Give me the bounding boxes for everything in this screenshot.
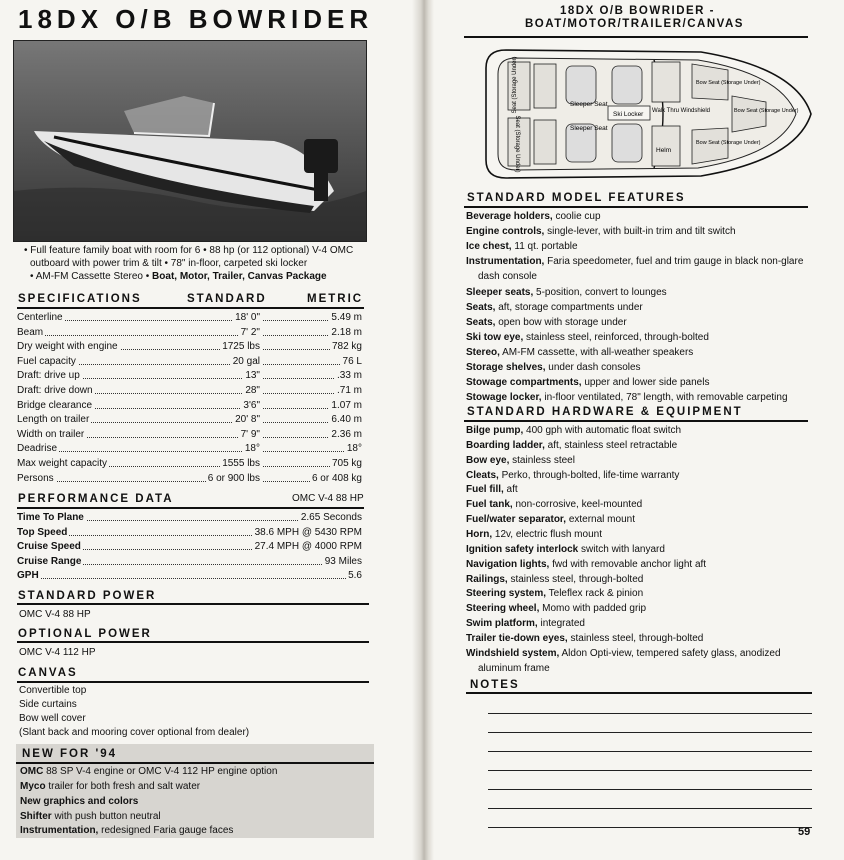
performance-label: Cruise Speed: [17, 541, 81, 553]
new-item-text: redesigned Faria gauge faces: [98, 825, 234, 836]
boat-photo: [13, 40, 367, 242]
performance-value: 93 Miles: [324, 555, 362, 567]
hardware-item: [466, 454, 836, 469]
performance-row: [17, 526, 362, 540]
spec-row: [17, 340, 362, 354]
spec-label: Beam: [17, 326, 44, 338]
leader-dots: [17, 335, 362, 336]
sleeper-seat-label-1: Sleeper Seat: [570, 101, 608, 108]
feature-name: Ski tow eye,: [466, 331, 524, 343]
hardware-item: [466, 617, 836, 632]
boat-layout-svg: [466, 40, 816, 188]
front-seat-bottom: [612, 124, 642, 162]
feature-name: Stereo,: [466, 346, 500, 358]
feature-detail: external mount: [566, 514, 635, 526]
spec-metric: 1.07 m: [331, 399, 362, 411]
spec-row: [17, 428, 362, 442]
spec-standard: 18' 0": [235, 312, 260, 323]
new-for-94-item: [20, 823, 233, 838]
performance-label: Top Speed: [17, 526, 68, 538]
page-number: 59: [798, 826, 811, 838]
feature-detail: Teleflex rack & pinion: [546, 588, 644, 600]
feature-detail: stainless steel, through-bolted: [507, 573, 644, 585]
feature-detail: Faria speedometer, fuel and trim gauge in black non-glare: [544, 256, 804, 268]
notes-rule: [466, 692, 812, 694]
note-line: [488, 713, 812, 714]
new-for-94-item: [20, 809, 161, 824]
feature-name: Navigation lights,: [466, 558, 550, 570]
spec-row: [17, 413, 362, 427]
spec-metric: 18°: [346, 443, 362, 455]
spec-label: Length on trailer: [17, 414, 90, 426]
performance-label: GPH: [17, 570, 39, 582]
performance-value: 5.6: [348, 570, 362, 582]
optional-power-rule: [17, 641, 369, 643]
feature-name: Storage shelves,: [466, 362, 546, 373]
intro-line-3: [16, 270, 366, 283]
spec-label: Dry weight with engine: [17, 341, 118, 353]
feature-detail: AM-FM cassette, with all-weather speakers: [499, 346, 694, 358]
feature-detail: 400 gph with automatic float switch: [523, 425, 682, 436]
feature-name: Engine controls,: [466, 226, 545, 238]
optional-power-heading: OPTIONAL POWER: [18, 628, 152, 640]
standard-feature-item: [466, 240, 836, 255]
spec-row: [17, 355, 362, 369]
spec-standard: 20' 8": [235, 414, 260, 426]
new-item-text: with push button neutral: [51, 811, 161, 822]
hardware-item: [466, 543, 836, 558]
feature-detail: single-lever, with built-in trim and tilt switch: [544, 226, 736, 238]
hardware-heading: STANDARD HARDWARE & EQUIPMENT: [467, 406, 743, 418]
spec-row: [17, 369, 362, 383]
feature-detail: stainless steel: [509, 454, 575, 466]
bow-seat-label-a: Bow Seat (Storage Under): [696, 80, 761, 86]
hardware-item: [466, 558, 836, 573]
hardware-item: [466, 528, 836, 543]
spec-metric: 6.40 m: [331, 414, 362, 426]
performance-engine: OMC V-4 88 HP: [292, 493, 364, 504]
console-top: [652, 62, 680, 102]
spec-standard: 6 or 900 lbs: [207, 472, 260, 484]
intro-line-3-bold: Boat, Motor, Trailer, Canvas Package: [152, 271, 327, 282]
feature-name: Seats,: [466, 316, 496, 328]
bow-seat-label-c: Bow Seat (Storage Under): [696, 140, 761, 146]
feature-name: Beverage holders,: [466, 211, 553, 222]
seat-label-2: Seat (Storage Under): [514, 115, 520, 173]
spec-metric: 705 kg: [331, 458, 362, 469]
spec-label: Centerline: [17, 312, 63, 323]
spec-standard: 20 gal: [232, 355, 260, 367]
intro-line-1: • Full feature family boat with room for 6 • 88 hp (or 112 optional) V-4 OMC: [24, 245, 354, 256]
standard-feature-item: [466, 331, 836, 346]
bow-seat-label-b: Bow Seat (Storage Under): [734, 108, 799, 114]
spec-standard: 1725 lbs: [222, 341, 260, 353]
spec-metric: .71 m: [336, 385, 362, 396]
seat-label-1: Seat (Storage Under): [512, 56, 518, 114]
page-title: 18DX O/B BOWRIDER: [18, 4, 374, 34]
notes-heading: NOTES: [470, 679, 520, 691]
note-line: [488, 789, 812, 790]
standard-feature-item: [478, 270, 844, 285]
hardware-item: [466, 498, 836, 513]
boat-layout-diagram: [466, 40, 816, 188]
standard-feature-item: [466, 346, 836, 361]
standard-feature-item: [466, 301, 836, 316]
new-item-text: trailer for both fresh and salt water: [45, 781, 201, 792]
right-heading-line-1: 18DX O/B BOWRIDER -: [560, 5, 716, 17]
new-item-bold: Instrumentation,: [20, 825, 99, 836]
feature-name: Bilge pump,: [466, 425, 524, 436]
specifications-rule: [17, 307, 364, 309]
spec-row: [17, 326, 362, 340]
performance-row: [17, 540, 362, 554]
feature-detail: Perko, through-bolted, life-time warranty: [498, 469, 680, 481]
feature-name: Steering system,: [466, 588, 547, 600]
aft-seat-2-bottom: [534, 120, 556, 164]
ski-locker-label: Ski Locker: [613, 111, 644, 118]
optional-power-value: OMC V-4 112 HP: [19, 647, 96, 658]
feature-name: Bow eye,: [466, 454, 510, 466]
leader-dots: [17, 320, 362, 321]
performance-rule: [17, 507, 364, 509]
standard-features-heading: STANDARD MODEL FEATURES: [467, 192, 686, 204]
feature-detail: fwd with removable anchor light aft: [549, 558, 707, 570]
hardware-item: [466, 424, 836, 439]
performance-label: Cruise Range: [17, 555, 82, 567]
spec-row: [17, 442, 362, 456]
spec-standard: 13": [245, 370, 260, 382]
feature-detail: in-floor ventilated, 78" length, with removable carpeting: [541, 392, 788, 404]
spec-standard: 1555 lbs: [222, 458, 260, 469]
spec-metric: 2.36 m: [331, 428, 362, 440]
spec-metric: 6 or 408 kg: [311, 472, 362, 484]
spec-standard: 28": [245, 385, 260, 396]
feature-name: Swim platform,: [466, 618, 538, 630]
new-item-text: 88 SP V-4 engine or OMC V-4 112 HP engine option: [43, 766, 278, 777]
standard-heading: STANDARD: [187, 293, 267, 305]
standard-feature-item: [466, 391, 836, 406]
spec-label: Draft: drive up: [17, 370, 80, 382]
new-item-bold: Myco: [20, 781, 46, 792]
spec-row: [17, 399, 362, 413]
feature-name: Instrumentation,: [466, 256, 545, 268]
performance-label: Time To Plane: [17, 512, 84, 523]
page-gutter: [412, 0, 434, 860]
note-line: [488, 770, 812, 771]
standard-feature-item: [466, 376, 836, 391]
spec-label: Max weight capacity: [17, 458, 108, 469]
standard-power-rule: [17, 603, 369, 605]
console-bottom: [652, 126, 680, 166]
feature-name: Fuel/water separator,: [466, 514, 567, 526]
canvas-item: (Slant back and mooring cover optional from dealer): [19, 727, 250, 738]
feature-detail: dash console: [478, 271, 537, 283]
canvas-rule: [17, 681, 369, 683]
feature-name: Steering wheel,: [466, 603, 540, 615]
metric-heading: METRIC: [307, 293, 364, 305]
feature-name: Stowage locker,: [466, 392, 542, 404]
hardware-item: [466, 469, 836, 484]
feature-name: Ignition safety interlock: [466, 543, 579, 555]
spec-row: [17, 457, 362, 471]
spec-standard: 7' 9": [240, 428, 260, 440]
hardware-item: [466, 573, 836, 588]
performance-value: 38.6 MPH @ 5430 RPM: [254, 526, 362, 538]
note-line: [488, 808, 812, 809]
new-item-bold: New graphics and colors: [20, 796, 139, 807]
feature-detail: upper and lower side panels: [581, 377, 710, 389]
hardware-item: [466, 513, 836, 528]
feature-name: Ice chest,: [466, 241, 512, 253]
note-line: [488, 751, 812, 752]
new-for-94-item: [20, 779, 200, 794]
performance-heading: PERFORMANCE DATA: [18, 493, 174, 505]
standard-feature-item: [466, 210, 836, 225]
feature-detail: aft, storage compartments under: [495, 301, 643, 313]
feature-detail: open bow with storage under: [495, 316, 627, 328]
hardware-rule: [464, 420, 808, 422]
bow-seat-front: [732, 96, 766, 132]
spec-label: Draft: drive down: [17, 385, 93, 396]
feature-name: Fuel tank,: [466, 499, 513, 511]
feature-detail: coolie cup: [552, 211, 601, 222]
spec-metric: 782 kg: [331, 341, 362, 353]
spec-metric: 76 L: [342, 355, 362, 367]
sleeper-seat-label-2: Sleeper Seat: [570, 125, 608, 132]
aft-seat-2-top: [534, 64, 556, 108]
feature-name: Railings,: [466, 573, 508, 585]
intro-line-3-plain: • AM-FM Cassette Stereo •: [30, 271, 153, 282]
spec-standard: 18°: [244, 443, 260, 455]
spec-row: [17, 311, 362, 325]
feature-detail: integrated: [537, 618, 585, 630]
feature-detail: non-corrosive, keel-mounted: [512, 499, 643, 511]
new-for-94-heading: NEW FOR '94: [22, 748, 118, 760]
spec-row: [17, 472, 362, 486]
feature-name: Boarding ladder,: [466, 439, 545, 451]
spec-label: Width on trailer: [17, 428, 85, 440]
feature-detail: switch with lanyard: [578, 543, 665, 555]
leader-dots: [17, 578, 362, 579]
feature-detail: aft: [503, 484, 518, 496]
bow-seat-bottom: [692, 128, 728, 164]
feature-detail: Momo with padded grip: [539, 603, 647, 615]
standard-power-value: OMC V-4 88 HP: [19, 609, 91, 620]
hardware-item: [466, 587, 836, 602]
hardware-item: [466, 483, 836, 498]
spec-row: [17, 384, 362, 398]
feature-detail: aft, stainless steel retractable: [544, 439, 678, 451]
feature-name: Sleeper seats,: [466, 286, 534, 298]
feature-detail: under dash consoles: [545, 362, 641, 373]
walk-thru-label: Walk Thru Windshield: [652, 108, 711, 114]
feature-detail: 12v, electric flush mount: [492, 528, 602, 540]
hardware-item: [466, 647, 836, 662]
standard-feature-item: [466, 225, 836, 240]
right-heading-rule: [464, 36, 808, 38]
performance-value: 2.65 Seconds: [300, 512, 362, 523]
canvas-item: Bow well cover: [19, 713, 86, 724]
note-line: [488, 732, 812, 733]
feature-detail: stainless steel, reinforced, through-bolted: [523, 331, 709, 343]
standard-feature-item: [466, 286, 836, 301]
hardware-item: [466, 602, 836, 617]
performance-row: [17, 555, 362, 569]
spec-label: Deadrise: [17, 443, 58, 455]
feature-name: Horn,: [466, 528, 493, 540]
canvas-item: Convertible top: [19, 685, 87, 696]
intro-text: [16, 244, 366, 283]
new-item-bold: OMC: [20, 766, 44, 777]
spec-label: Fuel capacity: [17, 355, 76, 367]
canvas-heading: CANVAS: [18, 667, 78, 679]
canvas-item: Side curtains: [19, 699, 77, 710]
note-line: [488, 827, 812, 828]
new-for-94-item: [20, 764, 277, 779]
standard-features-rule: [464, 206, 808, 208]
feature-detail: 11 qt. portable: [511, 241, 578, 253]
spec-metric: .33 m: [336, 370, 362, 382]
specifications-heading: SPECIFICATIONS: [18, 293, 142, 305]
spec-metric: 2.18 m: [331, 326, 362, 338]
performance-row: [17, 569, 362, 583]
new-for-94-item: [20, 794, 138, 809]
intro-line-2: outboard with power trim & tilt • 78" in-floor, carpeted ski locker: [30, 258, 308, 269]
hardware-item: [466, 632, 836, 647]
feature-name: Windshield system,: [466, 647, 560, 659]
standard-feature-item: [466, 255, 836, 270]
boat-illustration: [14, 41, 366, 241]
spec-metric: 5.49 m: [331, 312, 362, 323]
feature-detail: Aldon Opti-view, tempered safety glass, anodized: [559, 647, 781, 659]
feature-detail: 5-position, convert to lounges: [533, 286, 667, 298]
feature-name: Cleats,: [466, 469, 499, 481]
performance-row: [17, 511, 362, 525]
hardware-item: [478, 662, 844, 677]
new-item-bold: Shifter: [20, 811, 52, 822]
spec-standard: 7' 2": [240, 326, 260, 338]
helm-label: Helm: [656, 147, 672, 154]
feature-name: Seats,: [466, 301, 496, 313]
sleeper-seat-top: [566, 66, 596, 104]
spec-label: Persons: [17, 472, 54, 484]
standard-power-heading: STANDARD POWER: [18, 590, 157, 602]
spec-standard: 3'6": [243, 399, 260, 411]
performance-value: 27.4 MPH @ 4000 RPM: [254, 541, 362, 553]
leader-dots: [17, 451, 362, 452]
spec-label: Bridge clearance: [17, 399, 93, 411]
hardware-item: [466, 439, 836, 454]
feature-detail: aluminum frame: [478, 662, 550, 674]
standard-feature-item: [466, 361, 836, 376]
right-heading-line-2: BOAT/MOTOR/TRAILER/CANVAS: [525, 18, 744, 30]
feature-name: Trailer tie-down eyes,: [466, 632, 568, 644]
feature-detail: stainless steel, through-bolted: [567, 632, 704, 644]
feature-name: Stowage compartments,: [466, 377, 582, 389]
standard-feature-item: [466, 316, 836, 331]
front-seat-top: [612, 66, 642, 104]
feature-name: Fuel fill,: [466, 484, 504, 496]
